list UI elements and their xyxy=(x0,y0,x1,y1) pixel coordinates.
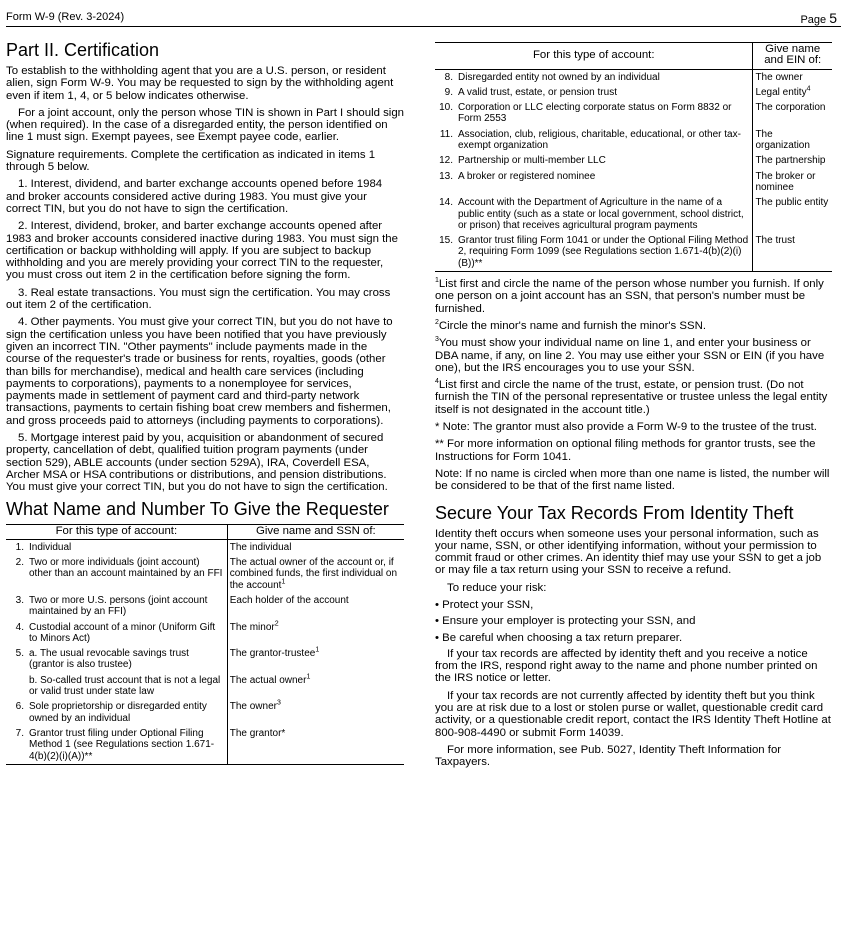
ssn-table-col1-header: For this type of account: xyxy=(6,524,227,539)
account-type: b. So-called trust account that is not a legal or valid trust under state law xyxy=(27,673,227,700)
bullet-item xyxy=(435,615,832,627)
account-type: A broker or registered nominee xyxy=(456,169,753,196)
table-row xyxy=(435,100,832,127)
row-number: 2. xyxy=(15,557,24,569)
secure-reduce: To reduce your risk: xyxy=(447,581,547,594)
give-name-text: The public entity xyxy=(755,197,829,209)
table-row xyxy=(6,593,404,620)
table-row xyxy=(6,539,404,555)
bullet-icon: • xyxy=(435,615,443,628)
row-number: 8. xyxy=(444,71,453,83)
account-type: Corporation or LLC electing corporate status on Form 8832 or Form 2553 xyxy=(456,100,753,127)
give-name-text: The owner xyxy=(755,71,803,83)
footnote-ref: 1 xyxy=(306,673,311,681)
give-name-text: The trust xyxy=(755,235,795,247)
part2-body xyxy=(6,65,404,494)
give-name-of xyxy=(753,100,832,127)
footnote xyxy=(435,320,832,332)
give-name-text: The grantor* xyxy=(229,727,286,739)
table-row xyxy=(435,169,832,196)
give-name-of xyxy=(227,726,404,764)
page-label: Page xyxy=(800,14,827,26)
account-type: a. The usual revocable savings trust (grantor is also trustee) xyxy=(27,646,227,673)
give-name-text: The partnership xyxy=(755,155,826,167)
give-name-of xyxy=(753,69,832,85)
page-header xyxy=(6,8,841,27)
footnotes xyxy=(435,278,832,492)
row-number: 12. xyxy=(439,155,453,167)
footnote-ref: 4 xyxy=(806,85,811,93)
give-name-text: Each holder of the account xyxy=(229,594,349,606)
footnote-text: List first and circle the name of the trust, estate, or pension trust. (Do not furnish the TIN of the personal representative or trustee unless the legal entity itself is not designated in the account title.) xyxy=(435,379,828,416)
give-name-of xyxy=(227,539,404,555)
row-number: 6. xyxy=(15,701,24,713)
secure-paragraph: For more information, see Pub. 5027, Identity Theft Information for Taxpayers. xyxy=(435,743,782,769)
bullet-text: Ensure your employer is protecting your SSN, and xyxy=(442,615,696,628)
row-number: 10. xyxy=(439,102,453,114)
give-name-text: The broker or nominee xyxy=(755,170,816,193)
give-name-of xyxy=(753,85,832,100)
footnote-ref: 2 xyxy=(274,620,279,628)
row-number xyxy=(6,673,27,700)
give-name-text: The grantor-trustee xyxy=(229,648,316,660)
give-name-of xyxy=(753,127,832,154)
bullet-item xyxy=(435,632,832,644)
ssn-table xyxy=(6,524,404,765)
footnote-text: Note: If no name is circled when more than one name is listed, the number will be considered to be that of the first name listed. xyxy=(435,467,830,493)
row-number: 15. xyxy=(435,233,456,271)
table-row xyxy=(6,555,404,593)
account-type: Sole proprietorship or disregarded entity owned by an individual xyxy=(27,699,227,726)
part2-paragraph: 5. Mortgage interest paid by you, acquisition or abandonment of secured property, cancellation of debt, qualified tuition program payments (under section 529), ABLE accounts (under section 529A), IRA, Coverdell ESA, Archer MSA or HSA contributions or distributions, and pension distributions. You must give your correct TIN, but you do not have to sign the certification. xyxy=(6,432,388,494)
account-type: Custodial account of a minor (Uniform Gift to Minors Act) xyxy=(27,620,227,647)
give-name-of xyxy=(227,620,404,647)
ein-table xyxy=(435,42,832,272)
table-row xyxy=(435,233,832,271)
ssn-table-col2-header: Give name and SSN of: xyxy=(227,524,404,539)
give-name-of xyxy=(753,153,832,168)
what-name-title: What Name and Number To Give the Requester xyxy=(6,498,389,519)
part2-paragraph: Signature requirements. Complete the certification as indicated in items 1 through 5 below. xyxy=(6,148,376,174)
secure-title: Secure Your Tax Records From Identity Theft xyxy=(435,502,794,523)
left-column xyxy=(6,40,404,765)
give-name-text: Legal entity xyxy=(755,86,807,98)
row-number: 5. xyxy=(15,648,24,660)
give-name-of xyxy=(227,673,404,700)
ein-table-col1-header: For this type of account: xyxy=(435,43,753,70)
row-number: 4. xyxy=(15,621,24,633)
footnote-mark: 4 xyxy=(435,378,439,386)
secure-intro: Identity theft occurs when someone uses your personal information, such as your name, SSN, or other identifying information, without your permission to commit fraud or other crimes. An identity thief may use your SSN to get a job or may file a tax return using your SSN to receive a refund. xyxy=(435,527,822,577)
footnote xyxy=(435,379,832,416)
part2-paragraph: For a joint account, only the person whose TIN is shown in Part I should sign (when required). In the case of a disregarded entity, the person identified on line 1 must sign. Exempt payees, see Exempt payee code, earlier. xyxy=(6,106,405,144)
row-number: 9. xyxy=(444,86,453,98)
give-name-of xyxy=(227,646,404,673)
give-name-text: The corporation xyxy=(755,102,826,114)
table-row xyxy=(435,127,832,154)
give-name-of xyxy=(227,699,404,726)
bullet-icon: • xyxy=(435,631,443,644)
account-type: A valid trust, estate, or pension trust xyxy=(456,85,753,100)
row-number: 3. xyxy=(15,594,24,606)
part2-paragraph: 4. Other payments. You must give your correct TIN, but you do not have to sign the certification unless you have been notified that you have previously given an incorrect TIN. "Other payments" include payments made in the course of the requester's trade or business for rents, royalties, goods (other than bills for merchandise), medical and health care services (including payments to corporations), payments to a nonemployee for services, payments made in settlement of payment card and third-party network transactions, payments to certain fishing boat crew members and fishermen, and gross proceeds paid to attorneys (including payments to corporations). xyxy=(6,316,393,427)
footnote-mark: 3 xyxy=(435,336,439,344)
footnote-text: List first and circle the name of the person whose number you furnish. If only one person on a joint account has an SSN, that person's number must be furnished. xyxy=(435,278,824,315)
footnote-mark: 2 xyxy=(435,319,439,327)
give-name-of xyxy=(753,169,832,196)
table-row xyxy=(435,195,832,233)
give-name-of xyxy=(753,233,832,271)
bullet-item xyxy=(435,599,832,611)
account-type: Account with the Department of Agriculture in the name of a public entity (such as a state or local government, school district, or prison) that receives agricultural program payments xyxy=(456,195,753,233)
table-row xyxy=(6,726,404,764)
secure-body xyxy=(435,648,832,769)
ein-table-col2-header: Give name and EIN of: xyxy=(753,43,832,70)
give-name-text: The actual owner xyxy=(229,674,307,686)
account-type: Two or more U.S. persons (joint account maintained by an FFI) xyxy=(27,593,227,620)
give-name-of xyxy=(227,555,404,593)
account-type: Association, club, religious, charitable, educational, or other tax-exempt organization xyxy=(456,127,753,154)
footnote xyxy=(435,337,832,374)
footnote-ref: 1 xyxy=(281,578,286,586)
part2-paragraph: 1. Interest, dividend, and barter exchange accounts opened before 1984 and broker accounts considered active during 1983. You must give your correct TIN, but you do not have to sign the certification. xyxy=(6,178,383,215)
account-type: Individual xyxy=(27,539,227,555)
table-row xyxy=(435,153,832,168)
give-name-text: The actual owner of the account or, if combined funds, the first individual on the account xyxy=(229,557,398,591)
secure-paragraph: If your tax records are affected by identity theft and you receive a notice from the IRS, respond right away to the name and phone number printed on the IRS notice or letter. xyxy=(435,647,818,685)
footnote-ref: 1 xyxy=(315,646,320,654)
row-number: 14. xyxy=(439,197,453,209)
part2-paragraph: 2. Interest, dividend, broker, and barter exchange accounts opened after 1983 and broker accounts considered inactive during 1983. You must sign the certification or backup withholding will apply. If you are subject to backup withholding and you are merely providing your correct TIN to the requester, you must cross out item 2 in the certification before signing the form. xyxy=(6,220,398,282)
give-name-text: The owner xyxy=(229,701,277,713)
form-id: Form W-9 (Rev. 3-2024) xyxy=(6,11,125,23)
give-name-text: The individual xyxy=(229,541,292,553)
row-number: 13. xyxy=(439,170,453,182)
footnote xyxy=(435,468,832,493)
bullet-text: Be careful when choosing a tax return preparer. xyxy=(442,631,683,644)
account-type: Two or more individuals (joint account) other than an account maintained by an FFI xyxy=(27,555,227,593)
footnote xyxy=(435,438,832,463)
account-type: Partnership or multi-member LLC xyxy=(456,153,753,168)
bullet-text: Protect your SSN, xyxy=(442,598,534,611)
secure-bullets xyxy=(435,599,832,644)
table-row xyxy=(435,85,832,100)
page-num: 5 xyxy=(829,10,837,26)
page-number xyxy=(800,10,837,26)
row-number: 11. xyxy=(439,128,453,140)
table-row xyxy=(6,699,404,726)
table-row xyxy=(6,620,404,647)
footnote-text: Circle the minor's name and furnish the minor's SSN. xyxy=(438,319,706,332)
part2-paragraph: 3. Real estate transactions. You must sign the certification. You may cross out item 2 of the certification. xyxy=(6,286,391,312)
footnote-mark: 1 xyxy=(435,277,439,285)
bullet-icon: • xyxy=(435,598,443,611)
give-name-text: The organization xyxy=(755,128,810,152)
account-type: Grantor trust filing Form 1041 or under the Optional Filing Method 2, requiring Form 1099 (see Regulations section 1.671-4(b)(2)(i)(B))** xyxy=(456,233,753,271)
table-row xyxy=(435,69,832,85)
footnote-text: ** For more information on optional filing methods for grantor trusts, see the Instructions for Form 1041. xyxy=(435,438,816,463)
footnote xyxy=(435,421,832,433)
secure-paragraph: If your tax records are not currently affected by identity theft but you think you are at risk due to a lost or stolen purse or wallet, questionable credit card activity, or a questionable credit report, contact the IRS Identity Theft Hotline at 800-908-4490 or submit Form 14039. xyxy=(435,689,831,739)
row-number: 1. xyxy=(15,541,24,553)
table-row xyxy=(6,673,404,700)
table-row xyxy=(6,646,404,673)
row-number: 7. xyxy=(6,726,27,764)
footnote-ref: 3 xyxy=(276,700,281,708)
footnote-text: You must show your individual name on line 1, and enter your business or DBA name, if any, on line 2. You may use either your SSN or EIN (if you have one), but the IRS encourages you to use your SSN. xyxy=(435,337,825,374)
give-name-text: The minor xyxy=(229,621,275,633)
account-type: Disregarded entity not owned by an individual xyxy=(456,69,753,85)
account-type: Grantor trust filing under Optional Filing Method 1 (see Regulations section 1.671-4(b)(2)(i)(A))** xyxy=(27,726,227,764)
footnote xyxy=(435,278,832,315)
part2-title: Part II. Certification xyxy=(6,40,160,60)
give-name-of xyxy=(227,593,404,620)
part2-paragraph: To establish to the withholding agent that you are a U.S. person, or resident alien, sign Form W-9. You may be requested to sign by the withholding agent even if item 1, 4, or 5 below indicates otherwise. xyxy=(6,65,394,102)
give-name-of xyxy=(753,195,832,233)
right-column xyxy=(435,42,832,774)
footnote-text: * Note: The grantor must also provide a Form W-9 to the trustee of the trust. xyxy=(435,421,817,434)
